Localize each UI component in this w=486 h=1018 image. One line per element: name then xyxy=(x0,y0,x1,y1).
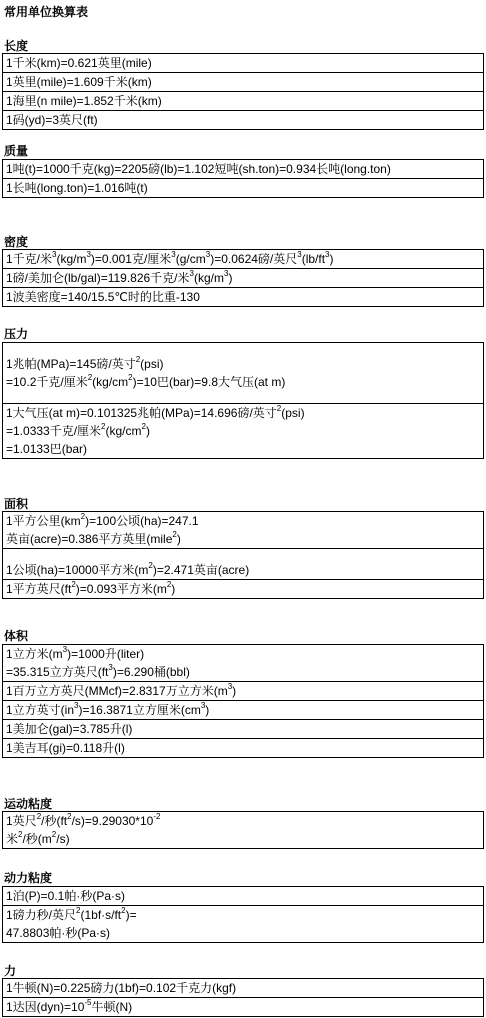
superscript: 2 xyxy=(76,906,81,915)
conversion-text: 1兆帕(MPa)=145磅/英寸$^2$(psi) xyxy=(6,355,164,371)
section-heading: 压力 xyxy=(4,327,29,341)
conversion-text: 1千米(km)=0.621英里(mile) xyxy=(6,56,152,70)
superscript: 3 xyxy=(297,250,302,259)
conversion-text: 1立方米$(m^3)=1000$升(liter) xyxy=(6,645,145,661)
conversion-table xyxy=(2,159,484,198)
conversion-row xyxy=(3,645,483,682)
conversion-text: 1码(yd)=3英尺(ft) xyxy=(6,113,98,127)
conversion-table xyxy=(2,978,484,1017)
superscript: 3 xyxy=(227,682,233,691)
conversion-row xyxy=(3,549,483,580)
conversion-text: =1.0333千克/厘米$^2(kg/cm^2)$ xyxy=(6,422,150,438)
page-title: 常用单位换算表 xyxy=(4,5,89,19)
section-heading: 密度 xyxy=(4,235,29,249)
superscript: 2 xyxy=(80,512,86,521)
superscript: 2 xyxy=(67,812,72,821)
section-heading: 动力粘度 xyxy=(4,871,53,885)
conversion-row xyxy=(3,887,483,906)
conversion-text: 1平方公里$(km^2)=100$公顷(ha)=247.1 xyxy=(6,512,199,528)
conversion-row xyxy=(3,720,483,739)
conversion-row xyxy=(3,906,483,942)
conversion-text: 1英尺$^2$/秒$(ft^2/s)=9.29030*10^{-2}$ xyxy=(6,812,161,828)
conversion-row xyxy=(3,404,483,458)
superscript: 3 xyxy=(200,701,206,710)
conversion-text: =35.315立方英尺$(ft^3)=6.290$桶(bbl) xyxy=(6,663,190,679)
superscript: 2 xyxy=(51,830,57,839)
conversion-text: 1吨(t)=1000千克(kg)=2205磅(lb)=1.102短吨(sh.ton)=0.934长吨(long.ton) xyxy=(6,162,391,176)
conversion-row xyxy=(3,979,483,998)
superscript: 2 xyxy=(87,373,93,382)
superscript: 3 xyxy=(108,663,113,672)
section-heading: 长度 xyxy=(4,39,29,53)
conversion-text: 1美吉耳(gi)=0.118升(l) xyxy=(6,741,125,755)
superscript: 2 xyxy=(166,580,172,589)
conversion-text: 1泊(P)=0.1帕·秒(Pa·s) xyxy=(6,889,126,903)
conversion-text: 1千克/米$^3(kg/m^3)=0.001$克/厘米$^3(g/cm^3)=0.0624$磅/英尺$^3(lb/ft^3)$ xyxy=(6,250,334,266)
conversion-row xyxy=(3,701,483,720)
conversion-table xyxy=(2,886,484,943)
superscript: -5 xyxy=(84,998,92,1007)
superscript: 3 xyxy=(205,250,211,259)
conversion-text: 1平方英尺$(ft^2)=0.093$平方米$(m^2)$ xyxy=(6,580,176,596)
conversion-text: 1公顷(ha)=10000平方米$(m^2)=2.471$英亩(acre) xyxy=(6,561,250,577)
conversion-text: 1立方英寸$(in^3)=16.3871$立方厘米$(cm^3)$ xyxy=(6,701,210,717)
conversion-text: =1.0133巴(bar) xyxy=(6,442,88,456)
section-heading: 运动粘度 xyxy=(4,797,53,811)
section-heading: 质量 xyxy=(4,144,29,158)
conversion-text: 1长吨(long.ton)=1.016吨(t) xyxy=(6,181,148,195)
conversion-text: 1英里(mile)=1.609千米(km) xyxy=(6,75,152,89)
conversion-row xyxy=(3,179,483,197)
conversion-row xyxy=(3,92,483,111)
conversion-row xyxy=(3,580,483,598)
conversion-row xyxy=(3,250,483,269)
superscript: -2 xyxy=(153,812,161,821)
conversion-text: 1磅/美加仑(lb/gal)=119.826千克/米$^3(kg/m^3)$ xyxy=(6,269,233,285)
superscript: 2 xyxy=(36,812,42,821)
superscript: 3 xyxy=(171,250,176,259)
conversion-table xyxy=(2,811,484,849)
conversion-text: 1牛顿(N)=0.225磅力(1bf)=0.102千克力(kgf) xyxy=(6,981,237,995)
superscript: 2 xyxy=(101,422,106,431)
conversion-text: 47.8803帕·秒(Pa·s) xyxy=(6,926,111,940)
conversion-row xyxy=(3,512,483,549)
superscript: 3 xyxy=(52,250,57,259)
conversion-text: 1海里(n mile)=1.852千米(km) xyxy=(6,94,162,108)
section-heading: 面积 xyxy=(4,497,29,511)
conversion-text: 1波美密度=140/15.5℃时的比重-130 xyxy=(6,290,200,304)
conversion-text: 1磅力秒/英尺$^2(1bf\cdot s/ft^2)=$ xyxy=(6,906,137,922)
superscript: 3 xyxy=(62,645,68,654)
superscript: 2 xyxy=(141,422,146,431)
superscript: 2 xyxy=(135,355,141,364)
superscript: 3 xyxy=(74,701,79,710)
conversion-table xyxy=(2,249,484,307)
conversion-row xyxy=(3,682,483,701)
conversion-table xyxy=(2,644,484,758)
superscript: 2 xyxy=(71,580,76,589)
conversion-text: 1达因$(dyn)=10^{-5}$牛顿(N) xyxy=(6,998,133,1014)
conversion-text: 1百万立方英尺(MMcf)=2.8317万立方米$(m^3)$ xyxy=(6,682,237,698)
conversion-row xyxy=(3,343,483,404)
superscript: 3 xyxy=(325,250,330,259)
superscript: 2 xyxy=(276,404,282,413)
superscript: 2 xyxy=(18,830,23,839)
superscript: 2 xyxy=(128,373,133,382)
conversion-row xyxy=(3,160,483,179)
conversion-row xyxy=(3,998,483,1016)
conversion-text: 1大气压(at m)=0.101325兆帕(MPa)=14.696磅/英寸$^2$(psi) xyxy=(6,404,305,420)
conversion-row xyxy=(3,54,483,73)
conversion-row xyxy=(3,111,483,129)
conversion-row xyxy=(3,288,483,306)
superscript: 3 xyxy=(86,250,91,259)
conversion-table xyxy=(2,342,484,459)
conversion-row xyxy=(3,269,483,288)
superscript: 2 xyxy=(121,906,126,915)
conversion-text: 1美加仑(gal)=3.785升(l) xyxy=(6,722,133,736)
conversion-table xyxy=(2,511,484,599)
superscript: 3 xyxy=(223,269,229,278)
conversion-row xyxy=(3,73,483,92)
conversion-table xyxy=(2,53,484,130)
conversion-text: =10.2千克/厘米$^2(kg/cm^2)=10$巴(bar)=9.8大气压(at m) xyxy=(6,373,286,389)
conversion-text: 英亩(acre)=0.386平方英里(mile$^2$) xyxy=(6,530,181,546)
section-heading: 体积 xyxy=(4,629,29,643)
conversion-row xyxy=(3,812,483,848)
conversion-row xyxy=(3,739,483,757)
superscript: 2 xyxy=(148,561,153,570)
superscript: 2 xyxy=(172,530,177,539)
section-heading: 力 xyxy=(4,964,17,978)
superscript: 3 xyxy=(189,269,194,278)
conversion-text: 米$^2$/秒$(m^2/s)$ xyxy=(6,830,70,846)
